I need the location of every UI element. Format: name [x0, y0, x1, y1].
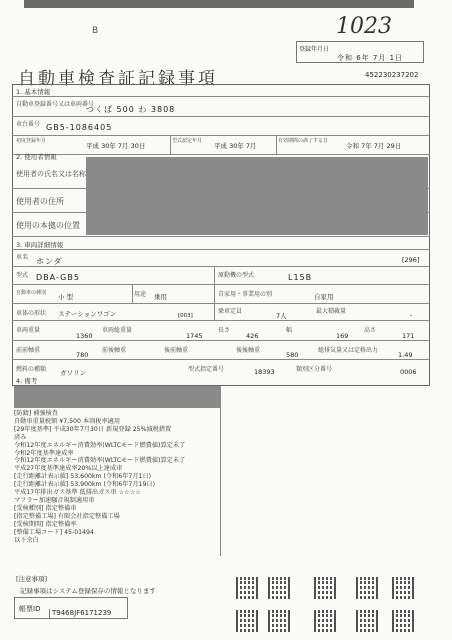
use-label: 用途 — [134, 291, 147, 298]
qr-code-icon — [268, 577, 290, 599]
height-value: 171 — [402, 332, 415, 340]
weight-value: 1360 — [76, 332, 93, 340]
expiry-value: 令和 7年 7月 29日 — [346, 142, 402, 150]
note-line: 平成17年排出ガス基準 低排出ガス車 ☆☆☆☆ — [14, 489, 141, 497]
body-code: [003] — [178, 313, 193, 319]
body-value: ステーションワゴン — [58, 310, 117, 318]
chassis-value: GB5-1086405 — [46, 123, 113, 132]
front-rear-label: 前後軸重 — [102, 347, 127, 354]
registration-date-box — [296, 41, 424, 63]
note-line: [29年度基準] 平成30年7月30日 新規登録 25%減税措置 — [14, 425, 172, 433]
maker-code: [296] — [402, 256, 420, 264]
form-id-label: 帳票ID — [19, 605, 41, 613]
section-basic: 1. 基本情報 — [16, 88, 51, 96]
height-label: 高さ — [364, 327, 377, 334]
engine-value: L15B — [288, 273, 313, 282]
private-value: 自家用 — [314, 293, 334, 301]
engine-label: 原動機の型式 — [218, 272, 255, 279]
divider — [12, 340, 430, 341]
divider — [12, 303, 430, 304]
note-line: [防錆] 補強検査 — [14, 410, 58, 417]
qr-code-icon — [314, 610, 336, 632]
divider — [12, 266, 430, 267]
redacted-user-info — [86, 157, 428, 235]
footer-note-text: 記録事項はシステム登録保存の情報となります — [20, 587, 156, 595]
note-line: マフラー加速騒音規制適用車 — [14, 496, 95, 504]
first-reg-label: 初度登録年月 — [16, 138, 47, 144]
divider — [12, 284, 430, 285]
section-remarks: 4. 備考 — [16, 377, 38, 385]
displacement-label: 総排気量又は定格出力 — [318, 347, 379, 354]
expiry-label: 有効期間の満了する日 — [278, 138, 329, 144]
displacement-value: 1.49 — [398, 351, 413, 359]
note-line: [走行距離計表示値] 53,900km (令和6年7月19日) — [14, 481, 156, 489]
weight-label: 車両重量 — [16, 327, 41, 334]
reg-no-value: つくば 500 わ 3808 — [86, 105, 176, 114]
document-title: 自動車検査証記録事項 — [18, 69, 218, 89]
top-mark: B — [92, 26, 99, 36]
front-axle-label: 前前軸重 — [16, 347, 41, 354]
fuel-label: 燃料の種類 — [16, 366, 47, 373]
note-line: 令和12年度エネルギー消費効率(WLTCモード燃費値)算定未了 — [14, 441, 186, 449]
width-label: 幅 — [286, 327, 293, 334]
rear-front-label: 後前軸重 — [164, 347, 189, 354]
maker-value: ホンダ — [36, 257, 63, 266]
qr-code-icon — [236, 610, 258, 632]
user-address-label: 使用者の住所 — [16, 197, 64, 206]
front-axle-value: 780 — [76, 351, 89, 359]
registration-date-label: 登録年月日 — [299, 46, 330, 53]
note-line: 済み — [14, 433, 27, 441]
form-id-value: T9468JF6171239 — [49, 609, 111, 619]
reg-no-label: 自動車登録番号又は車両番号 — [16, 101, 95, 108]
serial-number: 452230237202 — [365, 71, 419, 79]
section-vehicle: 3. 車両詳細情報 — [16, 241, 64, 249]
footer-note-label: [注意事項] — [16, 575, 48, 583]
base-location-label: 使用の本拠の位置 — [16, 221, 80, 230]
note-line: [受検期間] 指定整備率 — [14, 520, 77, 528]
divider — [132, 284, 133, 303]
divider — [214, 284, 215, 303]
max-load-label: 最大積載量 — [316, 308, 347, 315]
scan-top-bar — [24, 0, 414, 8]
note-line: [受検種別] 指定整備車 — [14, 504, 77, 512]
kind-value: 小 型 — [58, 293, 74, 301]
qr-code-icon — [314, 577, 336, 599]
capacity-value: 7人 — [276, 312, 287, 320]
divider — [220, 386, 221, 556]
qr-code-icon — [356, 577, 378, 599]
divider — [12, 236, 430, 237]
type-cert-value: 平成 30年 7月 — [214, 142, 257, 150]
kind-label: 自動車の種別 — [16, 290, 47, 296]
user-name-label: 使用者の氏名又は名称 — [16, 170, 86, 178]
note-line: 以下余白 — [14, 536, 39, 544]
first-reg-value: 平成 30年 7月 30日 — [86, 142, 146, 150]
handwritten-number: 1023 — [336, 14, 392, 39]
length-label: 長さ — [218, 327, 231, 334]
capacity-label: 乗車定員 — [218, 308, 243, 315]
model-label: 型式 — [16, 272, 29, 279]
type-cert-label: 型式認定年月 — [172, 138, 203, 144]
qr-code-icon — [268, 610, 290, 632]
note-line: 平成27年度基準達成率20%以上達成車 — [14, 465, 123, 473]
cert-label: 型式指定番号 — [188, 366, 225, 373]
max-load-value: - — [410, 311, 413, 319]
divider — [276, 135, 277, 154]
divider — [12, 96, 430, 97]
model-value: DBA-GB5 — [36, 273, 80, 282]
divider — [12, 320, 430, 321]
note-line: [指定整備工場] 有限会社指定整備工場 — [14, 512, 120, 520]
maker-label: 車名 — [16, 254, 29, 261]
divider — [214, 303, 215, 320]
divider — [12, 359, 430, 360]
divider — [12, 154, 430, 155]
width-value: 169 — [336, 332, 349, 340]
private-label: 自家用・事業用の別 — [218, 291, 273, 298]
fuel-value: ガソリン — [60, 369, 86, 377]
note-line: [走行距離計表示値] 53,600km (令和6年7月1日) — [14, 473, 152, 481]
category-value: 0006 — [400, 368, 417, 376]
use-value: 乗用 — [154, 293, 167, 301]
qr-code-icon — [392, 610, 414, 632]
remarks-notes — [14, 410, 220, 544]
qr-code-icon — [356, 610, 378, 632]
divider — [12, 116, 430, 117]
rear-rear-label: 後後軸重 — [236, 347, 261, 354]
category-label: 類別区分番号 — [296, 366, 333, 373]
redacted-remarks — [14, 386, 220, 408]
chassis-label: 車台番号 — [16, 121, 41, 128]
form-id-box — [14, 597, 128, 619]
note-line: 令和12年度エネルギー消費効率(WLTCモード燃費値)算定未了 — [14, 457, 186, 465]
divider — [214, 266, 215, 284]
registration-date-value: 令和 6年 7月 1日 — [337, 54, 404, 62]
body-label: 車体の形状 — [16, 310, 47, 317]
divider — [12, 135, 430, 136]
gross-label: 車両総重量 — [102, 327, 133, 334]
qr-code-icon — [236, 577, 258, 599]
cert-value: 18393 — [254, 368, 275, 376]
rear-rear-value: 580 — [286, 351, 299, 359]
gross-value: 1745 — [186, 332, 203, 340]
note-line: 令和2年度基準達成率 — [14, 449, 74, 457]
note-line: 自動車重量税額 ¥7,500 本則税率適用 — [14, 417, 121, 425]
qr-code-icon — [392, 577, 414, 599]
divider — [12, 249, 430, 250]
divider — [170, 135, 171, 154]
section-user: 2. 使用者情報 — [16, 153, 57, 161]
note-line: [整備工場コード] 45-01494 — [14, 528, 94, 536]
length-value: 426 — [246, 332, 259, 340]
